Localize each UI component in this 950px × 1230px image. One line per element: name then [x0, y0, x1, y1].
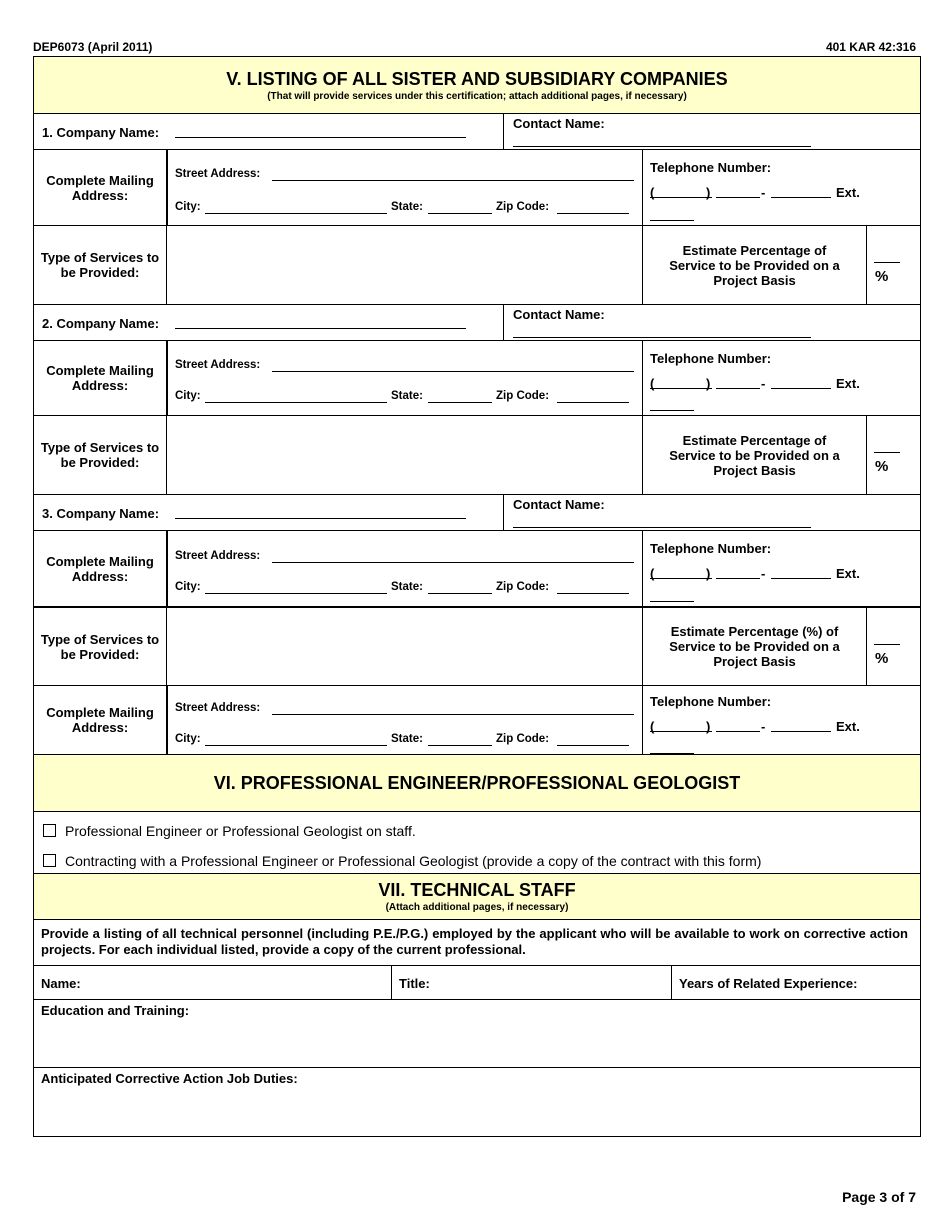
company-2-contact-label: Contact Name:: [513, 307, 605, 322]
company-2-city-input[interactable]: [205, 390, 387, 403]
company-2-percent-input[interactable]: [874, 440, 900, 453]
paren-open: (: [650, 719, 655, 734]
company-2-name-input[interactable]: [175, 316, 466, 329]
section-6-header: [34, 755, 920, 812]
section-6-title: VI. PROFESSIONAL ENGINEER/PROFESSIONAL GEOLOGIST: [213, 773, 741, 793]
zip-label: Zip Code:: [496, 390, 550, 402]
company-1-address-label: Complete Mailing Address:: [46, 172, 154, 203]
company-3-contact-label: Contact Name:: [513, 497, 605, 512]
company-1-services-row: [34, 226, 920, 305]
company-3-contact-input[interactable]: [513, 515, 811, 528]
pe-on-staff-label: Professional Engineer or Professional Geologist on staff.: [65, 823, 416, 839]
pe-contract-option[interactable]: [34, 853, 761, 869]
extra-zip-input[interactable]: [557, 733, 629, 746]
staff-duties-row[interactable]: [34, 1068, 920, 1136]
telephone-label: Telephone Number:: [650, 694, 772, 709]
extra-address-label: Complete Mailing Address:: [46, 705, 154, 735]
state-label: State:: [391, 733, 423, 745]
company-3-services-input[interactable]: [166, 608, 642, 685]
paren-close: ): [706, 719, 711, 734]
page-number: Page 3 of 7: [842, 1189, 916, 1205]
staff-years-label: Years of Related Experience:: [679, 976, 858, 991]
company-3-phone-line-input[interactable]: [771, 566, 831, 579]
pe-on-staff-option[interactable]: [34, 823, 416, 839]
company-2-area-code-input[interactable]: [650, 376, 712, 389]
section-7-instructions: Provide a listing of all technical personnel (including P.E./P.G.) employed by the applicant who will be available to work on corrective action projects. For each individual listed, provide a copy of the current professional.: [41, 926, 908, 957]
company-1-name-label: 1. Company Name:: [42, 125, 160, 140]
city-label: City:: [175, 390, 201, 402]
company-3-estimate-label: Estimate Percentage (%) of Service to be Provided on a Project Basis: [642, 608, 866, 685]
company-3-address-row: [34, 531, 920, 607]
staff-education-row[interactable]: [34, 1000, 920, 1068]
company-3-ext-input[interactable]: [650, 589, 694, 602]
company-2-services-label: Type of Services to be Provided:: [40, 440, 160, 470]
company-2-name-label: 2. Company Name:: [42, 316, 160, 331]
street-label: Street Address:: [175, 702, 261, 714]
staff-title-input[interactable]: [391, 966, 671, 999]
company-1-city-input[interactable]: [205, 201, 387, 214]
paren-open: (: [650, 185, 655, 200]
paren-close: ): [706, 566, 711, 581]
pe-on-staff-checkbox[interactable]: [43, 824, 56, 837]
paren-close: ): [706, 185, 711, 200]
company-2-address-label: Complete Mailing Address:: [46, 363, 154, 393]
staff-duties-label: Anticipated Corrective Action Job Duties:: [41, 1071, 298, 1086]
company-2-zip-input[interactable]: [557, 390, 629, 403]
staff-name-input[interactable]: [34, 966, 391, 999]
pe-contract-label: Contracting with a Professional Engineer or Professional Geologist (provide a copy of the contract with this form): [65, 853, 762, 869]
section-5-header: [34, 57, 920, 114]
company-1-state-input[interactable]: [428, 201, 492, 214]
company-1-ext-input[interactable]: [650, 208, 694, 221]
company-2-state-input[interactable]: [428, 390, 492, 403]
company-2-phone-line-input[interactable]: [771, 376, 831, 389]
company-3-zip-input[interactable]: [557, 581, 629, 594]
company-2-address-row: [34, 341, 920, 416]
state-label: State:: [391, 581, 423, 593]
company-1-street-input[interactable]: [272, 168, 634, 181]
dash: -: [761, 185, 766, 200]
staff-name-label: Name:: [41, 976, 81, 991]
staff-title-label: Title:: [399, 976, 430, 991]
company-2-services-input[interactable]: [166, 416, 642, 494]
company-1-services-input[interactable]: [166, 226, 642, 304]
zip-label: Zip Code:: [496, 201, 550, 213]
paren-open: (: [650, 376, 655, 391]
state-label: State:: [391, 390, 423, 402]
company-2-services-row: [34, 416, 920, 495]
company-1-contact-input[interactable]: [513, 134, 811, 147]
company-2-name-row: [34, 305, 920, 341]
company-3-address-label: Complete Mailing Address:: [46, 553, 154, 584]
section-6-options: [34, 812, 920, 874]
zip-label: Zip Code:: [496, 581, 550, 593]
company-1-name-input[interactable]: [175, 125, 466, 138]
extra-address-row: [34, 686, 920, 755]
company-2-street-input[interactable]: [272, 359, 634, 372]
paren-close: ): [706, 376, 711, 391]
paren-open: (: [650, 566, 655, 581]
street-label: Street Address:: [175, 359, 261, 371]
regulation-ref: 401 KAR 42:316: [825, 40, 916, 54]
zip-label: Zip Code:: [496, 733, 550, 745]
section-7-subtitle: (Attach additional pages, if necessary): [385, 902, 569, 913]
section-7-instructions-row: [34, 920, 920, 966]
section-7-header: [34, 874, 920, 920]
section-5-title: V. LISTING OF ALL SISTER AND SUBSIDIARY COMPANIES: [226, 69, 728, 89]
percent-sign: %: [875, 458, 889, 475]
company-2-contact-input[interactable]: [513, 325, 811, 338]
company-3-phone-prefix-input[interactable]: [716, 566, 760, 579]
ext-label: Ext.: [836, 719, 860, 734]
extra-city-input[interactable]: [205, 733, 387, 746]
ext-label: Ext.: [836, 185, 860, 200]
staff-name-row: [34, 966, 920, 1000]
company-3-street-input[interactable]: [272, 550, 634, 563]
extra-ext-input[interactable]: [650, 741, 694, 754]
form-id: DEP6073 (April 2011): [33, 40, 153, 54]
staff-education-label: Education and Training:: [41, 1003, 190, 1018]
form-sheet: [33, 56, 921, 1137]
company-2-ext-input[interactable]: [650, 398, 694, 411]
company-3-services-row: [34, 607, 920, 686]
company-1-services-label: Type of Services to be Provided:: [40, 250, 160, 280]
city-label: City:: [175, 581, 201, 593]
extra-state-input[interactable]: [428, 733, 492, 746]
dash: -: [761, 719, 766, 734]
dash: -: [761, 376, 766, 391]
company-1-percent-input[interactable]: [874, 250, 900, 263]
section-7-title: VII. TECHNICAL STAFF: [378, 880, 576, 900]
pe-contract-checkbox[interactable]: [43, 854, 56, 867]
company-2-estimate-label: Estimate Percentage of Service to be Provided on a Project Basis: [642, 416, 866, 494]
extra-street-input[interactable]: [272, 702, 634, 715]
company-3-name-label: 3. Company Name:: [42, 506, 160, 521]
ext-label: Ext.: [836, 566, 860, 581]
company-1-phone-line-input[interactable]: [771, 185, 831, 198]
section-5-subtitle: (That will provide services under this certification; attach additional pages, if necessary): [267, 91, 687, 102]
telephone-label: Telephone Number:: [650, 160, 772, 175]
company-3-percent-input[interactable]: [874, 632, 900, 645]
city-label: City:: [175, 733, 201, 745]
city-label: City:: [175, 201, 201, 213]
company-3-area-code-input[interactable]: [650, 566, 712, 579]
street-label: Street Address:: [175, 550, 261, 562]
company-3-city-input[interactable]: [205, 581, 387, 594]
company-3-state-input[interactable]: [428, 581, 492, 594]
company-2-phone-prefix-input[interactable]: [716, 376, 760, 389]
company-1-estimate-label: Estimate Percentage of Service to be Provided on a Project Basis: [642, 226, 866, 304]
dash: -: [761, 566, 766, 581]
company-1-name-row: [34, 114, 920, 150]
company-1-phone-prefix-input[interactable]: [716, 185, 760, 198]
state-label: State:: [391, 201, 423, 213]
company-3-name-row: [34, 495, 920, 531]
telephone-label: Telephone Number:: [650, 541, 772, 556]
company-1-area-code-input[interactable]: [650, 185, 712, 198]
company-1-zip-input[interactable]: [557, 201, 629, 214]
company-1-address-row: [34, 150, 920, 226]
staff-years-input[interactable]: [671, 966, 920, 999]
company-3-name-input[interactable]: [175, 506, 466, 519]
percent-sign: %: [875, 268, 889, 285]
extra-phone-line-input[interactable]: [771, 719, 831, 732]
ext-label: Ext.: [836, 376, 860, 391]
extra-phone-prefix-input[interactable]: [716, 719, 760, 732]
company-1-contact-label: Contact Name:: [513, 116, 605, 131]
street-label: Street Address:: [175, 168, 261, 180]
extra-area-code-input[interactable]: [650, 719, 712, 732]
percent-sign: %: [875, 650, 889, 667]
company-3-services-label: Type of Services to be Provided:: [40, 631, 160, 662]
telephone-label: Telephone Number:: [650, 351, 772, 366]
